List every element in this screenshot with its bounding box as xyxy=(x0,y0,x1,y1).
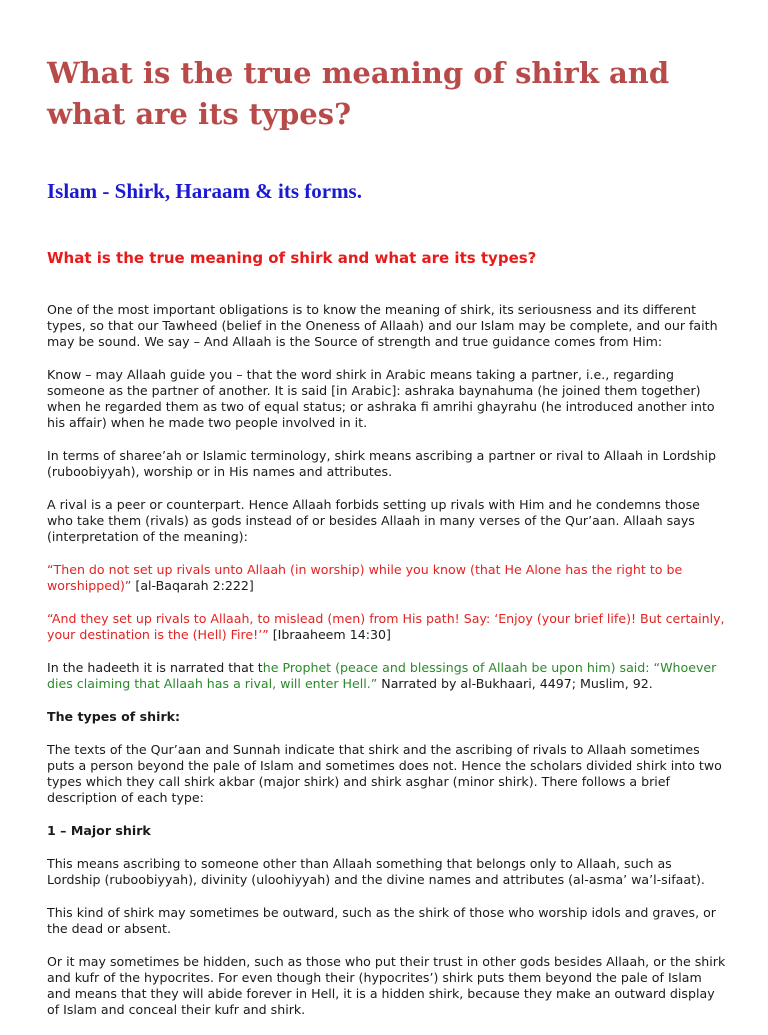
quote-baqarah xyxy=(47,562,727,594)
major-shirk-heading: 1 – Major shirk xyxy=(47,823,151,838)
paragraph-hidden: Or it may sometimes be hidden, such as those who put their trust in other gods besides Allaah, or the shirk and kufr of the hypocrites. For even though their (hypocrites’) shirk puts them beyond the pale of Islam and means that they will abide forever in Hell, it is a hidden shirk, because they make an outward display of Islam and conceal their kufr and shirk. xyxy=(47,954,726,1017)
hadeeth-ref: Narrated by al-Bukhaari, 4497; Muslim, 92. xyxy=(377,676,653,691)
paragraph-types: The texts of the Qur’aan and Sunnah indicate that shirk and the ascribing of rivals to Allaah sometimes puts a person beyond the pale of Islam and sometimes does not. Hence the scholars divided shirk into two types which they call shirk akbar (major shirk) and shirk asghar (minor shirk). There follows a brief description of each type: xyxy=(47,742,722,805)
quote-ibraaheem xyxy=(47,611,727,643)
article-heading: What is the true meaning of shirk and what are its types? xyxy=(47,249,537,267)
paragraph-definition: Know – may Allaah guide you – that the word shirk in Arabic means taking a partner, i.e., regarding someone as the partner of another. It is said [in Arabic]: ashraka baynahuma (he joined them together) when he regarded them as two of equal status; or ashraka fi amrihi ghayrahu (he introduced another into his affair) when he made two people involved in it. xyxy=(47,367,715,430)
paragraph-terminology: In terms of sharee’ah or Islamic terminology, shirk means ascribing a partner or rival to Allaah in Lordship (ruboobiyyah), worship or in His names and attributes. xyxy=(47,448,716,479)
article-body xyxy=(47,302,727,1035)
paragraph-major-definition: This means ascribing to someone other than Allaah something that belongs only to Allaah, such as Lordship (ruboobiyyah), divinity (uloohiyyah) and the divine names and attributes (al-asma’ wa’l-sifaat). xyxy=(47,856,705,887)
types-heading: The types of shirk: xyxy=(47,709,181,724)
hadeeth-intro: In the hadeeth it is narrated that t xyxy=(47,660,263,675)
hadeeth-quote: he Prophet (peace and blessings of Allaah be upon him) said: “Whoever dies claiming that Allaah has a rival, will enter Hell.” xyxy=(47,660,717,691)
quote-ibraaheem-ref: [Ibraaheem 14:30] xyxy=(268,627,391,642)
paragraph-outward: This kind of shirk may sometimes be outward, such as the shirk of those who worship idols and graves, or the dead or absent. xyxy=(47,905,716,936)
paragraph-rival: A rival is a peer or counterpart. Hence Allaah forbids setting up rivals with Him and he condemns those who take them (rivals) as gods instead of or besides Allaah in many verses of the Qur’aan. Allaah says (interpretation of the meaning): xyxy=(47,497,700,544)
quote-baqarah-text: “Then do not set up rivals unto Allaah (in worship) while you know (that He Alone has the right to be worshipped)” xyxy=(47,562,683,593)
paragraph-hadeeth xyxy=(47,660,727,692)
page-title: What is the true meaning of shirk and what are its types? xyxy=(47,56,670,131)
paragraph-intro: One of the most important obligations is to know the meaning of shirk, its seriousness and its different types, so that our Tawheed (belief in the Oneness of Allaah) and our Islam may be complete, and our faith may be sound. We say – And Allaah is the Source of strength and true guidance comes from Him: xyxy=(47,302,718,349)
quote-ibraaheem-text: “And they set up rivals to Allaah, to mislead (men) from His path! Say: ‘Enjoy (your brief life)! But certainly, your destination is the (Hell) Fire!’” xyxy=(47,611,725,642)
category-subtitle: Islam - Shirk, Haraam & its forms. xyxy=(47,179,362,203)
quote-baqarah-ref: [al-Baqarah 2:222] xyxy=(131,578,254,593)
